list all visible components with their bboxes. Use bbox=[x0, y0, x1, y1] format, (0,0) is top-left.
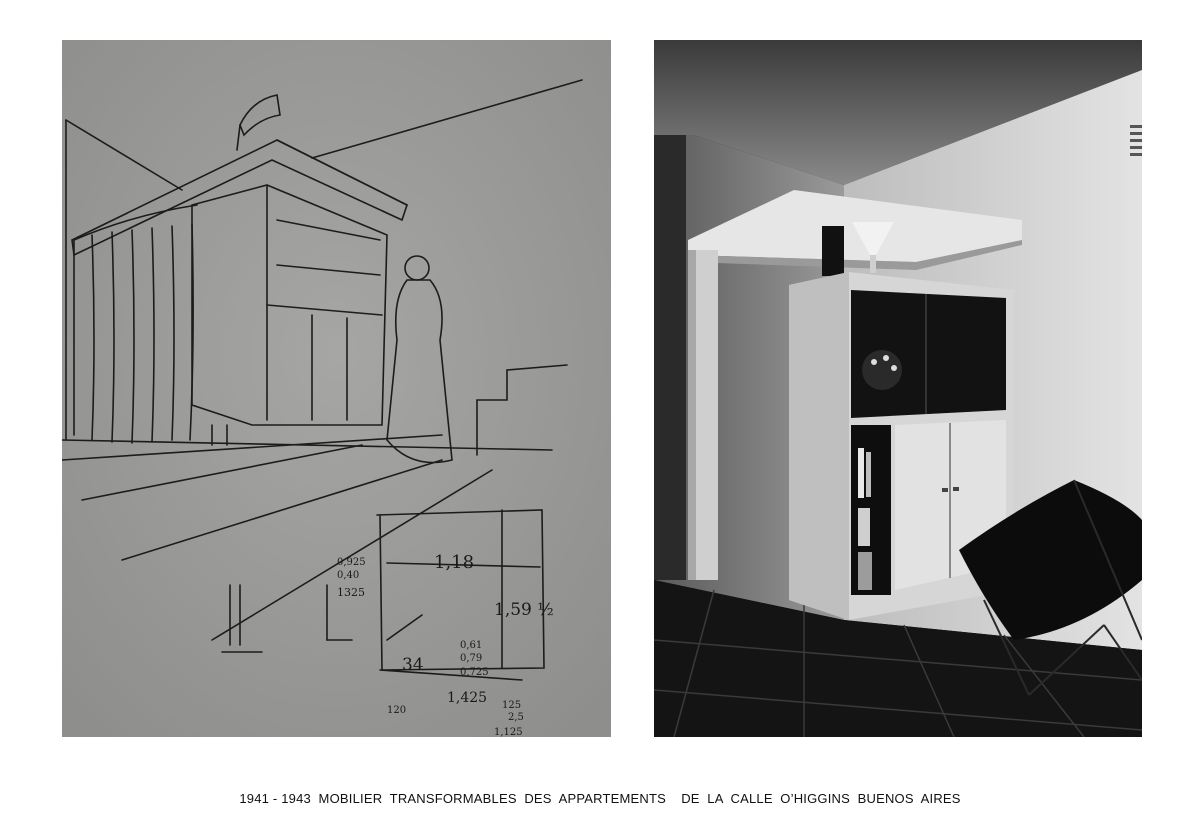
caption: 1941 - 1943 MOBILIER TRANSFORMABLES DES APPARTEMENTS DE LA CALLE O’HIGGINS BUENOS AIRES bbox=[239, 791, 961, 806]
sketch-note-bottom: 1,425 bbox=[447, 690, 488, 706]
sketch-image bbox=[62, 40, 611, 737]
sketch-dimension-depth: 34 bbox=[402, 655, 424, 675]
sketch-note-left-3: 1325 bbox=[337, 586, 365, 599]
sketch-note-mid-3: 0,725 bbox=[460, 667, 489, 678]
sketch-note-left-1: 0,925 bbox=[337, 557, 366, 568]
sketch-dimension-width: 1,18 bbox=[434, 552, 475, 573]
photograph-image bbox=[654, 40, 1142, 737]
sketch-dimension-height: 1,59 ½ bbox=[494, 600, 554, 620]
sketch-note-bottom-right-2: 2,5 bbox=[508, 712, 524, 723]
sketch-note-bottom-right-3: 1,125 bbox=[494, 727, 523, 737]
sketch-note-mid-2: 0,79 bbox=[460, 653, 483, 664]
sketch-note-left-2: 0,40 bbox=[337, 570, 360, 581]
sketch-note-120: 120 bbox=[387, 705, 407, 716]
sketch-note-mid-1: 0,61 bbox=[460, 640, 483, 651]
sketch-note-bottom-right-1: 125 bbox=[502, 700, 522, 711]
